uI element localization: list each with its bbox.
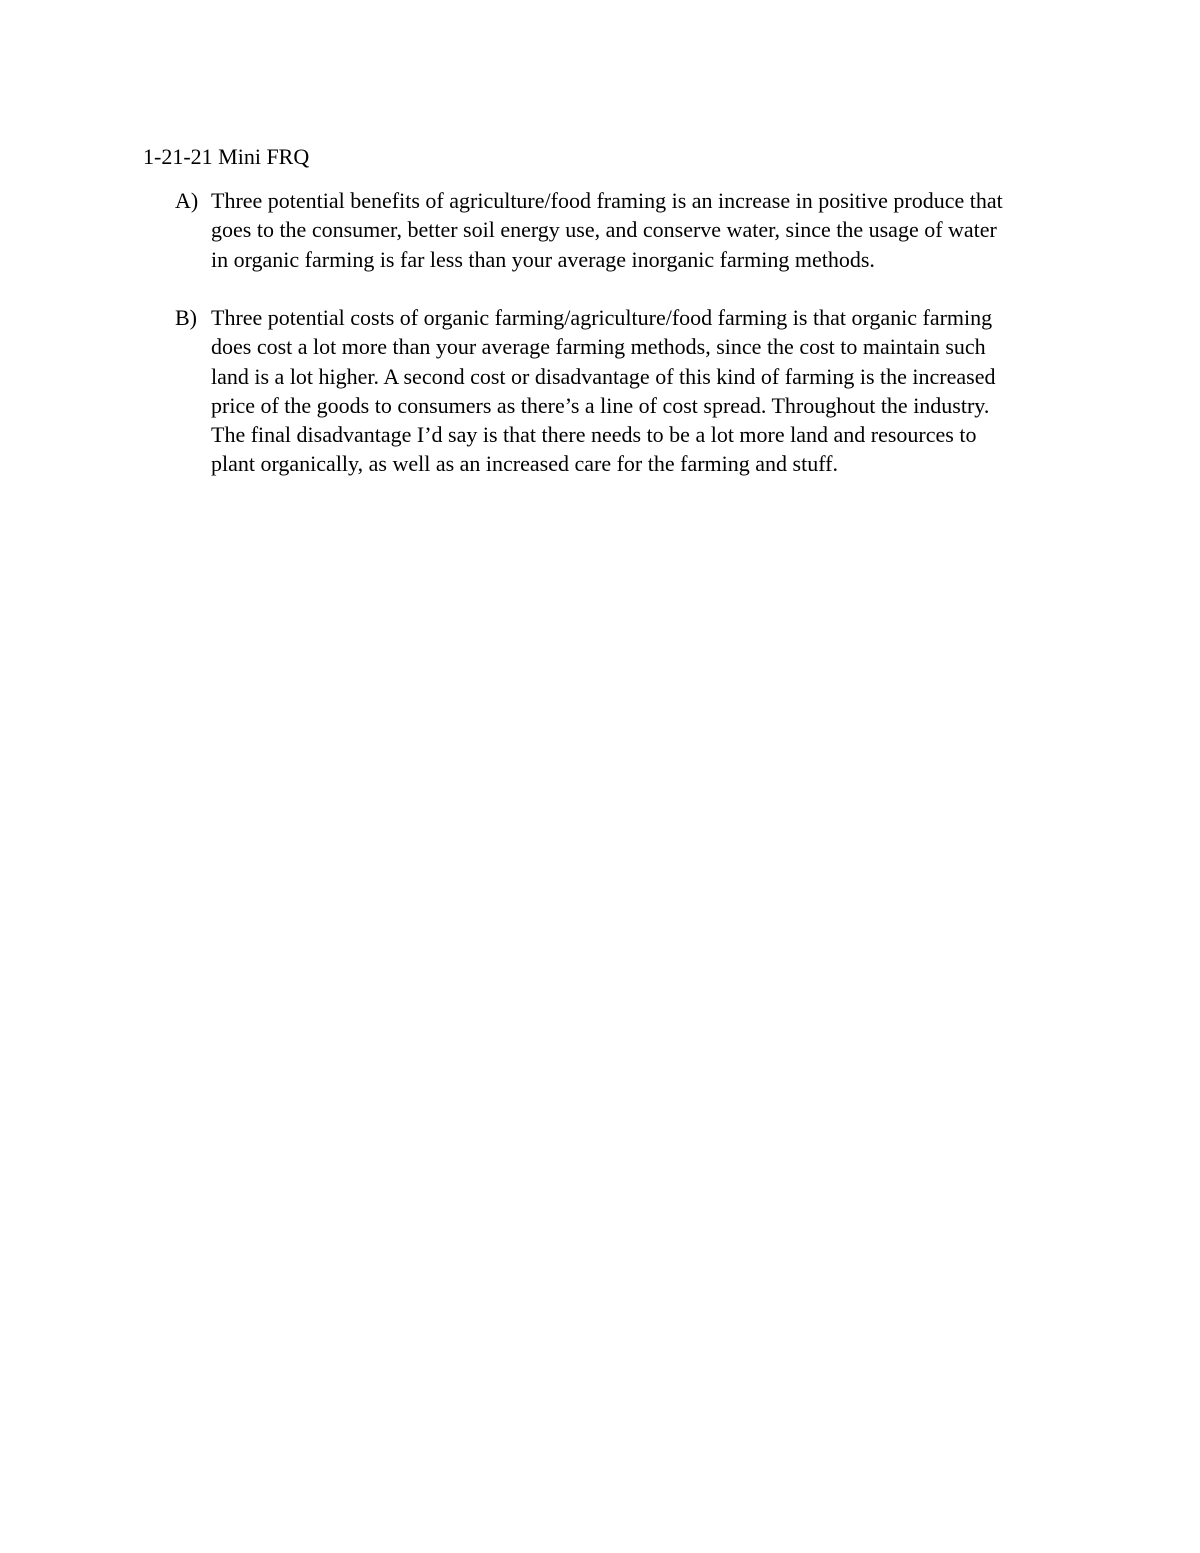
- text-line: goes to the consumer, better soil energy use, and conserve water, since the usage of water: [211, 217, 997, 243]
- text-line: does cost a lot more than your average farming methods, since the cost to maintain such: [211, 334, 986, 360]
- text-line: land is a lot higher. A second cost or disadvantage of this kind of farming is the increased: [211, 363, 996, 389]
- document-title: 1-21-21 Mini FRQ: [143, 144, 310, 169]
- text-line: Three potential benefits of agriculture/food framing is an increase in positive produce that: [211, 188, 1003, 213]
- text-line: in organic farming is far less than your average inorganic farming methods.: [211, 246, 875, 272]
- text-line: Three potential costs of organic farming/agriculture/food farming is that organic farming: [211, 305, 993, 330]
- list-marker-b: B): [175, 305, 197, 330]
- text-line: plant organically, as well as an increased care for the farming and stuff.: [211, 451, 838, 477]
- answer-a: [175, 186, 1075, 274]
- answer-b-text: [211, 303, 1075, 479]
- answer-a-text: [211, 186, 1075, 274]
- text-line: price of the goods to consumers as there’s a line of cost spread. Throughout the industry.: [211, 392, 990, 418]
- answer-b: [175, 303, 1075, 479]
- list-marker-a: A): [175, 188, 199, 213]
- text-line: The final disadvantage I’d say is that there needs to be a lot more land and resources to: [211, 422, 977, 448]
